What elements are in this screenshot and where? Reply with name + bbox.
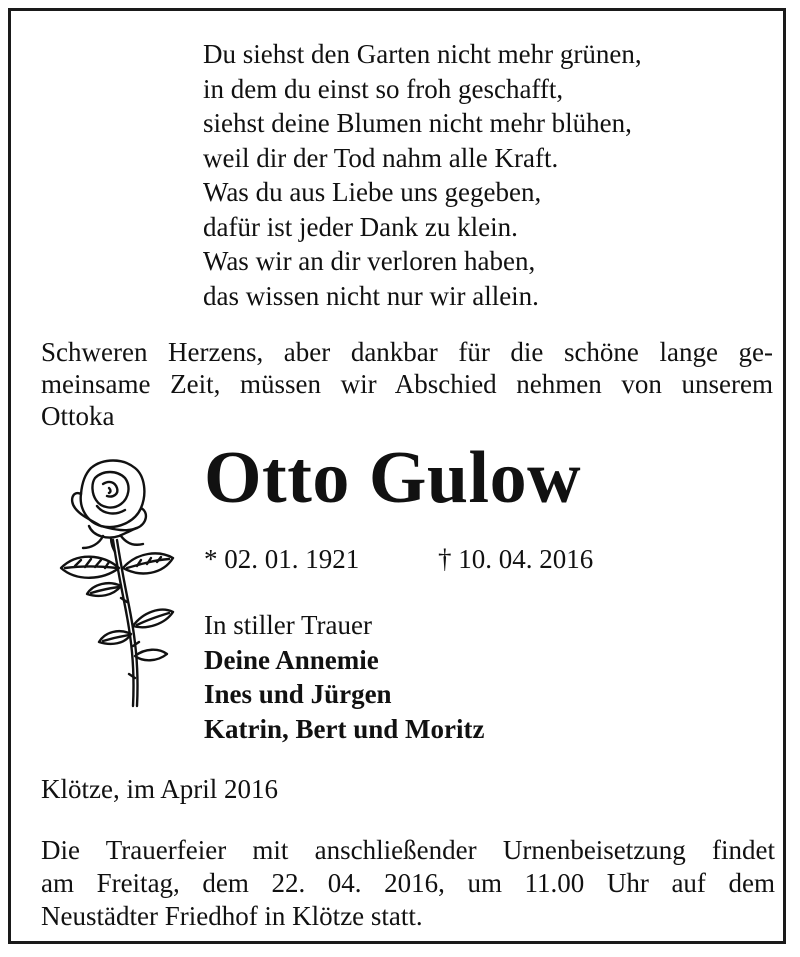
poem-line: in dem du einst so froh geschafft,	[203, 73, 564, 104]
funeral-line: Neustädter Friedhof in Klötze statt.	[41, 901, 423, 931]
poem-line: das wissen nicht nur wir allein.	[203, 280, 539, 311]
mourner-name: Deine Annemie	[204, 644, 379, 675]
mourners-heading: In stiller Trauer	[204, 610, 372, 640]
mourner-name: Katrin, Bert und Moritz	[204, 713, 485, 744]
intro-line: Schweren Herzens, aber dankbar für die schöne lange ge-	[41, 337, 773, 367]
poem-line: Was wir an dir verloren haben,	[203, 246, 536, 276]
obituary-notice	[8, 8, 786, 944]
funeral-line: Die Trauerfeier mit anschließender Urnenbeisetzung findet	[41, 835, 775, 865]
intro-line: Ottoka	[41, 401, 115, 431]
death-date: † 10. 04. 2016	[438, 544, 594, 574]
poem	[203, 37, 642, 313]
poem-line: siehst deine Blumen nicht mehr blühen,	[203, 108, 632, 138]
intro-line: meinsame Zeit, müssen wir Abschied nehmen von unserem	[41, 369, 773, 399]
poem-line: Du siehst den Garten nicht mehr grünen,	[203, 39, 642, 69]
intro-text	[41, 336, 773, 432]
poem-line: Was du aus Liebe uns gegeben,	[203, 177, 542, 207]
funeral-info	[41, 834, 775, 933]
deceased-name: Otto Gulow	[204, 437, 582, 519]
birth-date: * 02. 01. 1921	[204, 544, 360, 574]
poem-line: dafür ist jeder Dank zu klein.	[203, 211, 518, 242]
mourners-block	[204, 608, 484, 746]
funeral-line: am Freitag, dem 22. 04. 2016, um 11.00 Uhr auf dem	[41, 868, 775, 898]
poem-line: weil dir der Tod nahm alle Kraft.	[203, 142, 559, 173]
rose-icon	[51, 456, 191, 721]
life-dates	[204, 543, 594, 575]
mourner-name: Ines und Jürgen	[204, 679, 392, 709]
place-and-date: Klötze, im April 2016	[41, 774, 278, 804]
